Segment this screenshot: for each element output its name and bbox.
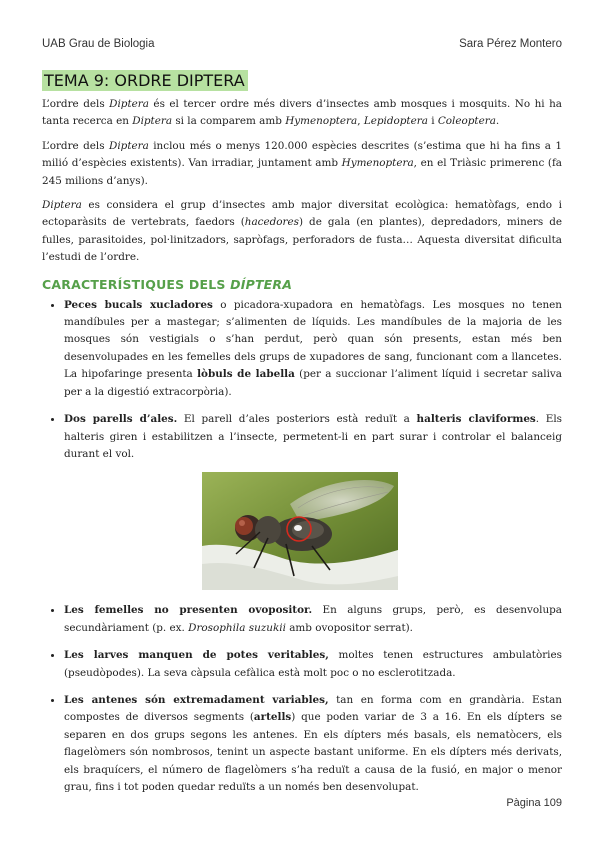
list-item-antennae: • Les antenes són extremadament variables, tan en forma com en grandària. Estan compostes de diversos segments (artells) que poden variar de 3 a 16. En els dípters se separen en dos grups segons les antenes. En els dípters més basals, els nematòcers, els flagelòmers són nombrosos, tenint un aspecte bastant uniforme. En els dípters més derivats, els braquícers, el número de flagelòmers s’ha reduït a causa de la fusió, en major o menor grau, fins i tot poden quedar reduïts a un només ben desenvolupat.	[64, 691, 562, 796]
fly-illustration	[202, 472, 398, 590]
fly-photo	[202, 472, 398, 590]
list-item-wings: • Dos parells d’ales. El parell d’ales posteriors està reduït a halteris claviformes. Els halteris giren i estabilitzen a l’insecte, permetent-li en part surar i controlar el balanceig durant el vol.	[64, 410, 562, 463]
species-paragraph: L’ordre dels Diptera inclou més o menys 120.000 espècies descrites (s’estima que hi ha fins a 1 milió d’espècies existents). Van irradiar, juntament amb Hymenoptera, en el Triàsic primerenc (fa 245 milions d’anys).	[42, 139, 562, 187]
page-number: Pàgina 109	[506, 797, 562, 809]
page-content	[42, 70, 562, 805]
characteristics-list	[42, 296, 562, 464]
list-item-ovipositor: • Les femelles no presenten ovopositor. En alguns grups, però, es desenvolupa secundàriament (p. ex. Drosophila suzukii amb ovopositor serrat).	[64, 601, 562, 637]
section-heading: CARACTERÍSTIQUES DELS DÍPTERA	[42, 276, 293, 292]
intro-paragraph: L’ordre dels Diptera és el tercer ordre més divers d’insectes amb mosques i mosquits. No hi ha tanta recerca en Diptera si la comparem amb Hymenoptera, Lepidoptera i Coleoptera.	[42, 98, 562, 128]
list-item-mouthparts: • Peces bucals xucladores o picadora-xupadora en hematòfags. Les mosques no tenen mandíbules per a mastegar; s’alimenten de líquids. Les mandíbules de la majoria de les mosques són vestigials o s’han perdut, però quan són presents, estan més ben desenvolupades en les femelles dels grups de xupadores de sang, funcionant com a llancetes. La hipofaringe presenta lòbuls de labella (per a succionar l’aliment líquid i secretar saliva per a la digestió extracorpòria).	[64, 296, 562, 401]
page-title: TEMA 9: ORDRE DIPTERA	[42, 70, 248, 91]
header-course: UAB Grau de Biologia	[42, 38, 155, 50]
diversity-paragraph: Diptera es considera el grup d’insectes amb major diversitat ecològica: hematòfags, endo i ectoparàsits de vertebrats, faedors (hacedores) de gala (en plantes), depredadors, miners de fulles, parasitoides, pol·linitzadors, sapròfags, perforadors de fusta… Aquesta diversitat dificulta l’estudi de l’ordre.	[42, 199, 563, 264]
list-item-larvae: • Les larves manquen de potes veritables, moltes tenen estructures ambulatòries (pseudòpodes). La seva càpsula cefàlica està molt poc o no esclerotitzada.	[64, 646, 562, 682]
header-author: Sara Pérez Montero	[459, 38, 562, 50]
characteristics-list-continued	[42, 601, 562, 796]
